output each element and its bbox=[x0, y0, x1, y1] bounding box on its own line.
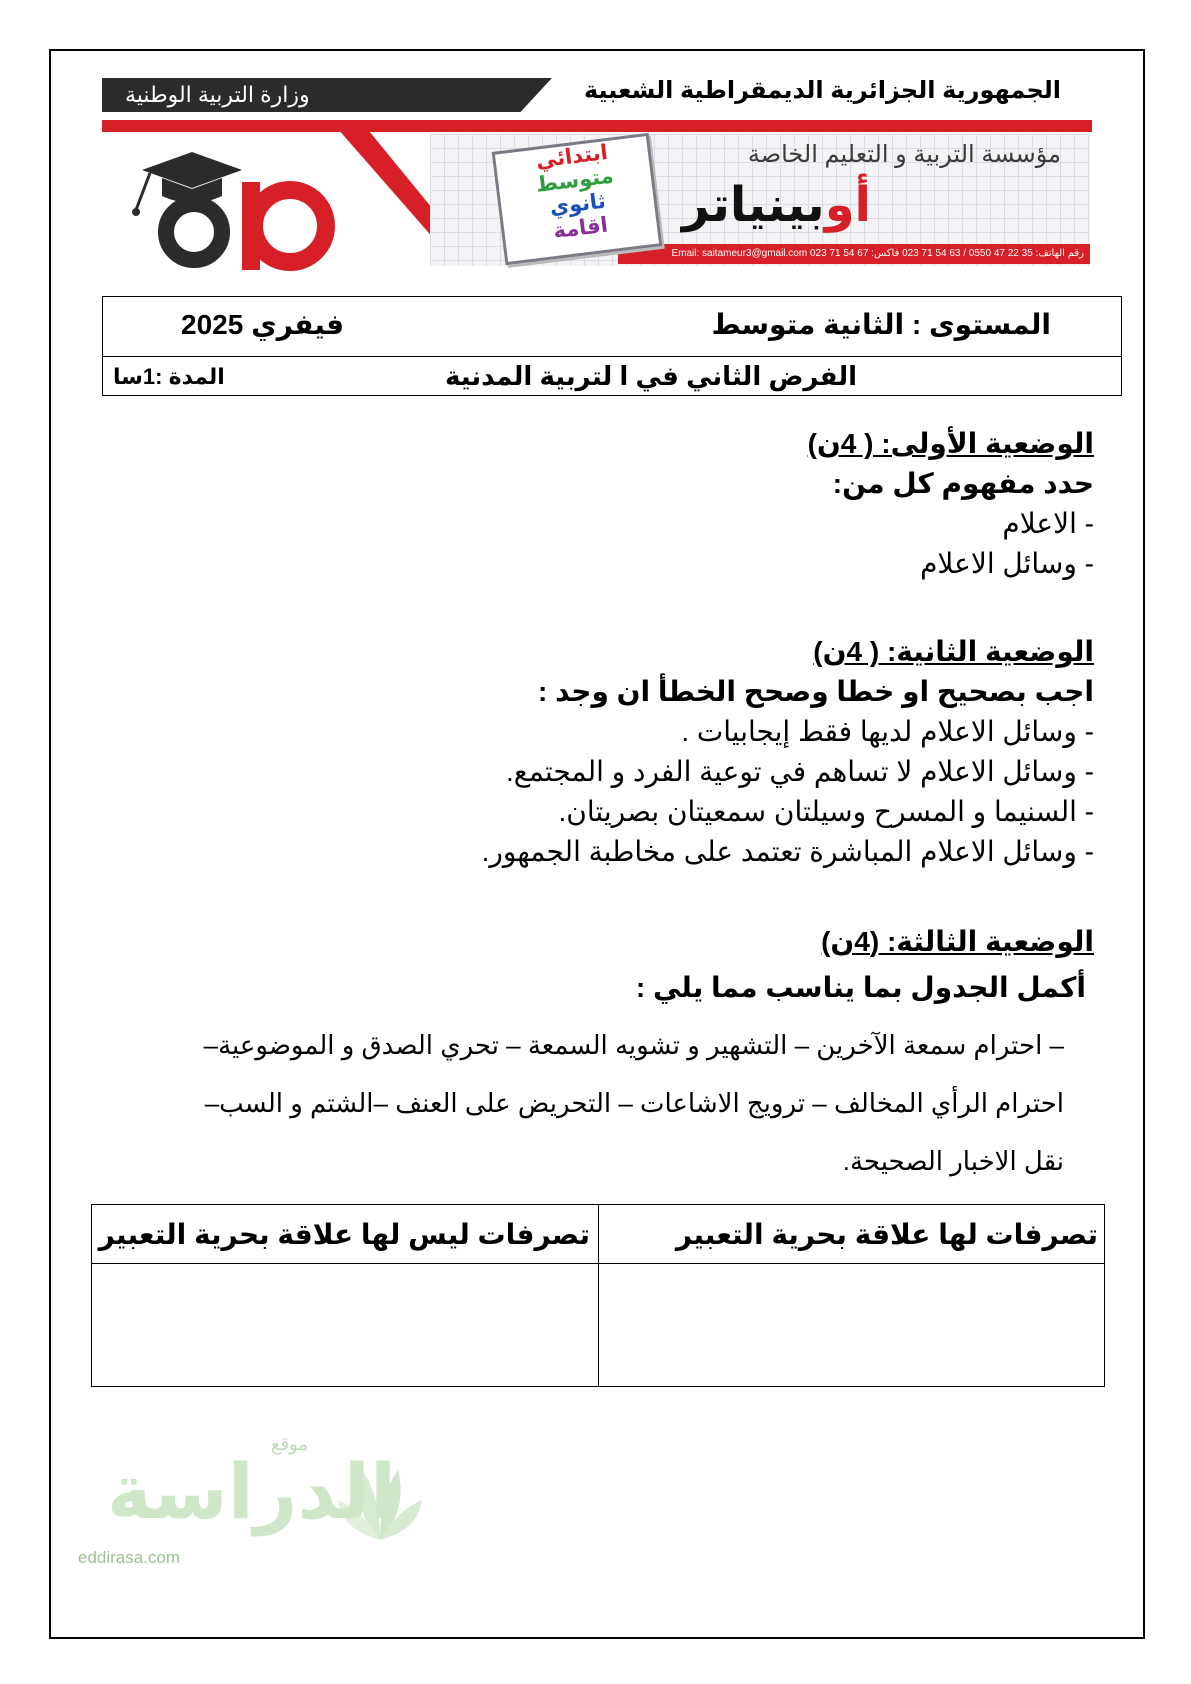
section-1-title: الوضعية الأولى: ( 4ن) bbox=[807, 428, 1094, 459]
header-red-line bbox=[102, 120, 1092, 132]
row-divider bbox=[103, 356, 1121, 357]
list-item: - الاعلام bbox=[1002, 508, 1094, 539]
whiteboard-icon bbox=[492, 133, 663, 265]
graduation-cap-logo-icon bbox=[122, 140, 362, 272]
section-3-instruction: أكمل الجدول بما يناسب مما يلي : bbox=[635, 972, 1086, 1003]
section-2-instruction: اجب بصحيح او خطا وصحح الخطأ ان وجد : bbox=[538, 676, 1094, 707]
table-header-unrelated: تصرفات ليس لها علاقة بحرية التعبير bbox=[98, 1219, 590, 1250]
board-line: ابتدائي bbox=[534, 141, 610, 173]
answer-table bbox=[91, 1204, 1105, 1387]
section-1 bbox=[94, 424, 1094, 584]
column-divider bbox=[598, 1205, 599, 1386]
section-3 bbox=[94, 922, 1094, 1190]
section-1-instruction: حدد مفهوم كل من: bbox=[832, 468, 1094, 499]
board-line: ثانوي bbox=[548, 189, 607, 220]
list-item: - وسائل الاعلام لديها فقط إيجابيات . bbox=[681, 716, 1094, 747]
institution-name: مؤسسة التربية و التعليم الخاصة bbox=[747, 141, 1061, 168]
watermark-small-text: موقع bbox=[270, 1434, 308, 1454]
contact-bar: رقم الهاتف: 35 22 47 0550 / 63 54 71 023 فاكس: 67 54 71 023 Email: saitameur3@gmail.com bbox=[618, 244, 1090, 264]
watermark-title: الدراسة bbox=[106, 1450, 396, 1535]
site-watermark bbox=[70, 1430, 430, 1580]
brand-prefix: أو bbox=[824, 179, 871, 232]
section-3-title: الوضعية الثالثة: (4ن) bbox=[821, 926, 1094, 957]
section-2-title: الوضعية الثانية: ( 4ن) bbox=[813, 636, 1094, 667]
options-line: – احترام سمعة الآخرين – التشهير و تشويه السمعة – تحري الصدق و الموضوعية– bbox=[203, 1030, 1064, 1060]
brand-suffix: بينياتر bbox=[681, 179, 825, 232]
header-divider bbox=[92, 1263, 1104, 1264]
exam-title: الفرض الثاني في ا لتربية المدنية bbox=[445, 361, 857, 391]
watermark-url: eddirasa.com bbox=[78, 1548, 181, 1567]
board-line: اقامة bbox=[552, 213, 610, 244]
table-header-related: تصرفات لها علاقة بحرية التعبير bbox=[675, 1219, 1098, 1250]
options-line: احترام الرأي المخالف – ترويج الاشاعات – التحريض على العنف –الشتم و السب– bbox=[204, 1088, 1064, 1118]
section-2 bbox=[94, 632, 1094, 872]
brand-name bbox=[682, 178, 871, 234]
republic-name: الجمهورية الجزائرية الديمقراطية الشعبية bbox=[583, 77, 1061, 104]
board-line: متوسط bbox=[534, 164, 615, 197]
ministry-name: وزارة التربية الوطنية bbox=[125, 82, 310, 107]
options-line: نقل الاخبار الصحيحة. bbox=[842, 1146, 1064, 1176]
list-item: - السنيما و المسرح وسيلتان سمعيتان بصريتان. bbox=[558, 796, 1094, 827]
exam-level: المستوى : الثانية متوسط bbox=[711, 309, 1051, 340]
exam-duration: المدة :1سا bbox=[113, 364, 225, 389]
exam-info-table bbox=[102, 296, 1122, 396]
list-item: - وسائل الاعلام المباشرة تعتمد على مخاطبة الجمهور. bbox=[481, 836, 1094, 867]
list-item: - وسائل الاعلام bbox=[920, 548, 1094, 579]
list-item: - وسائل الاعلام لا تساهم في توعية الفرد و المجتمع. bbox=[506, 756, 1094, 787]
exam-date: فيفري 2025 bbox=[181, 309, 345, 340]
